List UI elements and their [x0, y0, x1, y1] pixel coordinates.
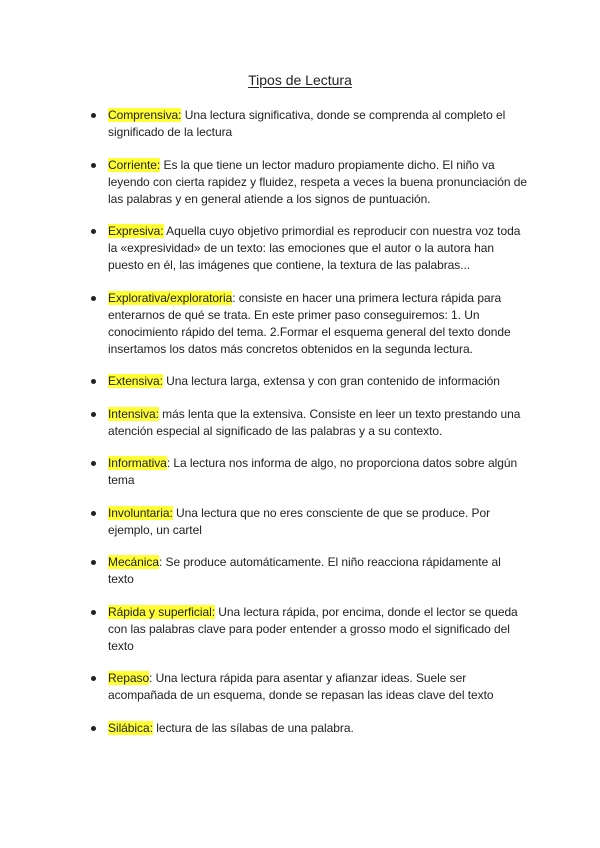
bullet-icon: [91, 461, 96, 466]
bullet-icon: [91, 676, 96, 681]
item-description: Una lectura larga, extensa y con gran contenido de información: [162, 374, 500, 388]
list-item: [108, 373, 528, 390]
bullet-icon: [91, 229, 96, 234]
bullet-icon: [91, 113, 96, 118]
item-description: Aquella cuyo objetivo primordial es reproducir con nuestra voz toda la «expresividad» de un texto: las emociones que el autor o la autora han puesto en él, las imágenes que contiene, la textura de las palabras...: [108, 224, 521, 272]
document-title: Tipos de Lectura: [248, 72, 352, 88]
bullet-icon: [91, 296, 96, 301]
list-item: [108, 406, 528, 440]
list-item: [108, 157, 528, 208]
item-description: Una lectura significativa, donde se comprenda al completo el significado de la lectura: [108, 108, 506, 139]
list-item: [108, 670, 528, 704]
list-item: [108, 107, 528, 141]
bullet-icon: [91, 412, 96, 417]
highlighted-term: Informativa: [108, 456, 167, 470]
highlighted-term: Corriente:: [108, 157, 161, 172]
bullet-icon: [91, 560, 96, 565]
bullet-icon: [91, 379, 96, 384]
list-item: [108, 554, 528, 588]
bullet-icon: [91, 610, 96, 615]
item-description: Es la que tiene un lector maduro propiamente dicho. El niño va leyendo con cierta rapidez y fluidez, respeta a veces la buena pronunciación de las palabras y en general atiende a los signos de puntuación.: [108, 157, 527, 206]
highlighted-term: Intensiva:: [108, 406, 159, 421]
item-description: : Se produce automáticamente. El niño reacciona rápidamente al texto: [108, 555, 501, 586]
list-item: [108, 455, 528, 489]
item-description: Una lectura rápida, por encima, donde el lector se queda con las palabras clave para poder entender a grosso modo el significado del texto: [108, 604, 518, 653]
bullet-icon: [91, 163, 96, 168]
item-description: : consiste en hacer una primera lectura rápida para enterarnos de qué se trata. En este primer paso conseguiremos: 1. Un conocimiento rápido del tema. 2.Formar el esquema general del texto donde insertamos los datos más concretos obtenidos en la segunda lectura.: [108, 290, 511, 356]
list-item: [108, 604, 528, 655]
reading-types-list: [108, 107, 528, 752]
highlighted-term: Expresiva:: [108, 224, 164, 238]
item-description: lectura de las sílabas de una palabra.: [152, 720, 354, 735]
highlighted-term: Repaso: [108, 671, 150, 685]
item-description: más lenta que la extensiva. Consiste en leer un texto prestando una atención especial al significado de las palabras y a su contexto.: [108, 406, 521, 438]
highlighted-term: Involuntaria:: [108, 505, 173, 520]
highlighted-term: Comprensiva:: [108, 108, 182, 122]
item-description: : La lectura nos informa de algo, no proporciona datos sobre algún tema: [108, 456, 518, 487]
item-description: Una lectura que no eres consciente de que se produce. Por ejemplo, un cartel: [108, 505, 491, 537]
highlighted-term: Mecánica: [108, 555, 159, 569]
highlighted-term: Rápida y superficial:: [108, 604, 216, 619]
highlighted-term: Extensiva:: [108, 374, 163, 388]
bullet-icon: [91, 726, 96, 731]
list-item: [108, 720, 528, 737]
list-item: [108, 290, 528, 358]
bullet-icon: [91, 511, 96, 516]
item-description: : Una lectura rápida para asentar y afianzar ideas. Suele ser acompañada de un esquema, donde se repasan las ideas clave del texto: [108, 671, 494, 702]
list-item: [108, 505, 528, 539]
highlighted-term: Explorativa/exploratoria: [108, 290, 233, 305]
highlighted-term: Silábica:: [108, 720, 153, 735]
list-item: [108, 223, 528, 274]
